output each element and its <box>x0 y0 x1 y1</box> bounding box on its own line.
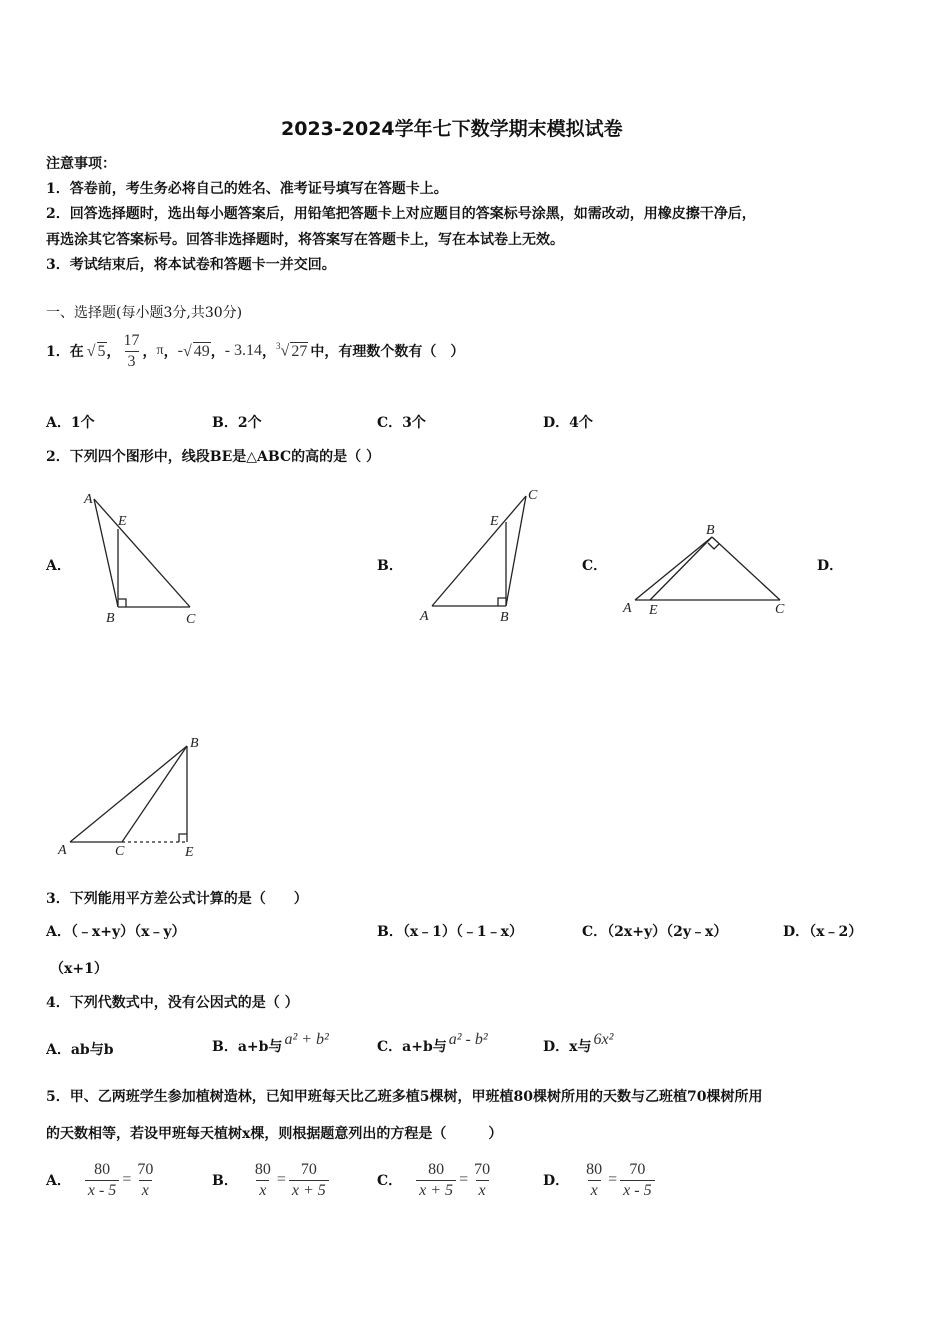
question-5-line2: 的天数相等，若设甲班每天植树x棵，则根据题意列出的方程是（ ） <box>46 1126 503 1142</box>
question-5-line1: 5．甲、乙两班学生参加植树造林，已知甲班每天比乙班多植5棵树，甲班植80棵树所用的天数与乙班植70棵树所用 <box>46 1089 763 1105</box>
notice-heading: 注意事项： <box>46 156 116 172</box>
label-a: A <box>58 843 67 858</box>
page-title: 2023-2024学年七下数学期末模拟试卷 <box>281 118 623 140</box>
notice-item: 2．回答选择题时，选出每小题答案后，用铅笔把答题卡上对应题目的答案标号涂黑，如需改动，用橡皮擦干净后， <box>46 206 756 222</box>
fraction-17-3: $\frac{17}{3}$ <box>123 331 140 370</box>
option-b[interactable]: B．a+b与 a² + b² <box>212 1031 329 1055</box>
option-d[interactable]: D．x与 6x² <box>543 1031 614 1055</box>
option-d[interactable]: D．（x﹣2） <box>783 924 863 940</box>
label-a: A <box>84 492 93 507</box>
label-e: E <box>490 514 499 529</box>
label-b: B <box>190 736 199 751</box>
label-c: C <box>528 488 538 503</box>
sqrt49: √ 49 <box>182 342 210 360</box>
notice-item: 3．考试结束后，将本试卷和答题卡一并交回。 <box>46 257 336 273</box>
q1-prefix: 1．在 <box>46 344 84 360</box>
option-d[interactable]: D． <box>817 558 844 574</box>
option-a[interactable]: A．1个 <box>46 415 95 431</box>
option-b[interactable]: B． $\frac{80}{x}$ = $\frac{70}{x + 5}$ <box>212 1154 329 1206</box>
triangle-figure-d <box>50 728 220 868</box>
label-a: A <box>420 609 429 624</box>
label-a: A <box>623 601 632 616</box>
label-b: B <box>706 523 715 538</box>
option-c[interactable]: C．（2x+y）（2y﹣x） <box>582 924 728 940</box>
pi: π <box>156 343 164 358</box>
decimal: - 3.14 <box>224 342 263 359</box>
option-a[interactable]: A．ab与b <box>46 1042 114 1058</box>
notice-item: 再选涂其它答案标号。回答非选择题时，将答案写在答题卡上，写在本试卷上无效。 <box>46 232 564 248</box>
question-3: 3．下列能用平方差公式计算的是（ ） <box>46 891 308 907</box>
question-4: 4．下列代数式中，没有公因式的是（ ） <box>46 995 299 1011</box>
label-c: C <box>775 602 785 617</box>
option-c[interactable]: C．3个 <box>377 415 426 431</box>
question-2: 2．下列四个图形中，线段BE是△ABC的高的是（ ） <box>46 449 380 465</box>
sqrt5: √ 5 <box>86 342 106 360</box>
question-1: 1．在 √ 5 ， $\frac{17}{3}$ ， π ， - √ 49 ， - 3.14 ， $^3$√ 27 中，有理数个数有（ ） <box>46 331 465 370</box>
label-c: C <box>115 844 125 859</box>
option-d[interactable]: D． $\frac{80}{x}$ = $\frac{70}{x - 5}$ <box>543 1154 655 1206</box>
label-e: E <box>185 845 194 860</box>
notice-item: 1．答卷前，考生务必将自己的姓名、准考证号填写在答题卡上。 <box>46 181 448 197</box>
label-b: B <box>500 610 509 625</box>
label-c: C <box>186 612 196 627</box>
option-c[interactable]: C． $\frac{80}{x + 5}$ = $\frac{70}{x}$ <box>377 1160 491 1199</box>
option-b[interactable]: B． <box>377 558 403 574</box>
label-e: E <box>118 514 127 529</box>
section-heading: 一、选择题(每小题3分,共30分) <box>46 305 243 321</box>
option-d[interactable]: D．4个 <box>543 415 593 431</box>
label-e: E <box>649 603 658 618</box>
triangle-figure-c <box>615 515 805 625</box>
option-c[interactable]: C． <box>582 558 608 574</box>
option-a[interactable]: A． $\frac{80}{x - 5}$ = $\frac{70}{x}$ <box>46 1160 154 1199</box>
option-d-continued: （x+1） <box>50 961 108 977</box>
option-a[interactable]: A． <box>46 558 71 574</box>
triangle-figure-a <box>70 485 220 630</box>
option-a[interactable]: A．（﹣x+y）（x﹣y） <box>46 924 186 940</box>
option-b[interactable]: B．（x﹣1）（﹣1﹣x） <box>377 924 524 940</box>
cube-root-27: $^3$√ 27 <box>276 341 308 360</box>
triangle-figure-b <box>410 480 560 630</box>
option-c[interactable]: C．a+b与 a² - b² <box>377 1031 488 1055</box>
option-b[interactable]: B．2个 <box>212 415 262 431</box>
label-b: B <box>106 611 115 626</box>
